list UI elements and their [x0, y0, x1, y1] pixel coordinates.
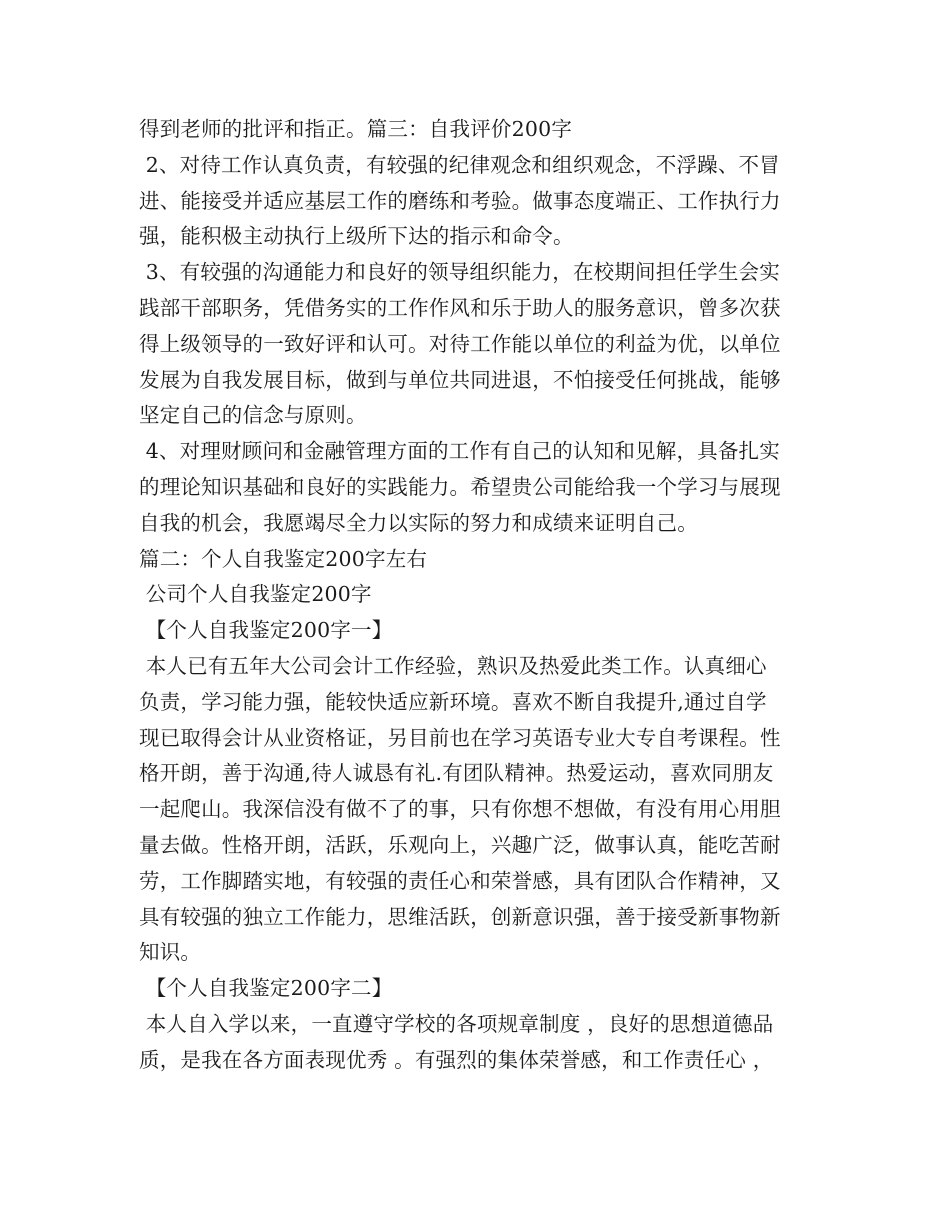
text-line: 的理论知识基础和良好的实践能力。希望贵公司能给我一个学习与展现	[139, 474, 781, 499]
text-line: 进、能接受并适应基层工作的磨练和考验。做事态度端正、工作执行力	[139, 188, 781, 213]
text-line: 自我的机会，我愿竭尽全力以实际的努力和成绩来证明自己。	[139, 510, 698, 535]
text-line: 得到老师的批评和指正。篇三：自我评价200字	[139, 117, 573, 141]
text-line: 具有较强的独立工作能力，思维活跃，创新意识强，善于接受新事物新	[139, 904, 781, 929]
text-line: 量去做。性格开朗，活跃，乐观向上，兴趣广泛，做事认真，能吃苦耐	[139, 832, 781, 857]
subsection-heading: 【个人自我鉴定200字一】	[139, 618, 393, 643]
document-body	[139, 112, 819, 1079]
text-line: 强，能积极主动执行上级所下达的指示和命令。	[139, 224, 574, 249]
text-line: 践部干部职务，凭借务实的工作作风和乐于助人的服务意识，曾多次获	[139, 295, 781, 320]
text-line: 得上级领导的一致好评和认可。对待工作能以单位的利益为优，以单位	[139, 331, 781, 356]
text-line: 知识。	[139, 940, 202, 965]
text-line: 本人自入学以来，一直遵守学校的各项规章制度 ，良好的思想道德品	[139, 1011, 774, 1036]
subsection-heading: 【个人自我鉴定200字二】	[139, 976, 393, 1001]
text-line: 现已取得会计从业资格证，另目前也在学习英语专业大专自考课程。性	[139, 725, 781, 750]
text-line: 质，是我在各方面表现优秀 。有强烈的集体荣誉感，和工作责任心 ，	[139, 1047, 774, 1072]
text-line: 本人已有五年大公司会计工作经验，熟识及热爱此类工作。认真细心	[139, 653, 767, 678]
text-line: 坚定自己的信念与原则。	[139, 403, 367, 428]
text-line: 3、有较强的沟通能力和良好的领导组织能力，在校期间担任学生会实	[139, 260, 780, 285]
subsection-heading: 公司个人自我鉴定200字	[139, 582, 372, 607]
text-line: 发展为自我发展目标，做到与单位共同进退，不怕接受任何挑战，能够	[139, 367, 781, 392]
text-line: 负责，学习能力强，能较快适应新环境。喜欢不断自我提升,通过自学	[139, 689, 767, 714]
text-line: 一起爬山。我深信没有做不了的事，只有你想不想做，有没有用心用胆	[139, 797, 781, 822]
section-heading: 篇二：个人自我鉴定200字左右	[139, 546, 428, 571]
text-line: 劳，工作脚踏实地，有较强的责任心和荣誉感，具有团队合作精神，又	[139, 868, 781, 893]
text-line: 格开朗，善于沟通,待人诚恳有礼.有团队精神。热爱运动，喜欢同朋友	[139, 761, 774, 786]
text-line: 2、对待工作认真负责，有较强的纪律观念和组织观念，不浮躁、不冒	[139, 152, 780, 177]
text-line: 4、对理财顾问和金融管理方面的工作有自己的认知和见解，具备扎实	[139, 439, 780, 464]
